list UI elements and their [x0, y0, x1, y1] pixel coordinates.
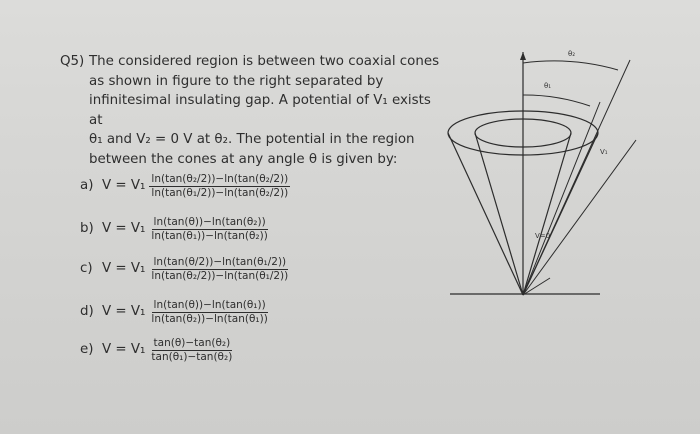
option-prefix: V = V₁ [102, 304, 146, 320]
v1-label: V₁ [600, 148, 608, 156]
fraction-denominator: ln(tan(θ₂/2))−ln(tan(θ₁/2)) [151, 269, 289, 282]
fraction-denominator: ln(tan(θ₁))−ln(tan(θ₂)) [151, 229, 268, 242]
question-line: between the cones at any angle θ is given by: [89, 151, 398, 167]
option-label: c) [80, 261, 93, 277]
question-line: The considered region is between two coaxial cones [89, 54, 440, 69]
option-fraction [149, 299, 269, 326]
theta2-arc [523, 61, 618, 70]
option-fraction [149, 173, 290, 200]
theta1-arc [523, 95, 590, 106]
fraction-denominator: ln(tan(θ₂))−ln(tan(θ₁)) [151, 312, 268, 325]
v1-ray [523, 140, 636, 295]
fraction-numerator: ln(tan(θ₂/2))−ln(tan(θ₂/2)) [151, 172, 289, 185]
option-b[interactable] [80, 211, 270, 247]
theta2-label: θ₂ [568, 50, 576, 58]
fraction-denominator: ln(tan(θ₁/2))−ln(tan(θ₂/2)) [151, 186, 289, 199]
option-label: d) [80, 304, 94, 320]
question-line: θ₁ and V₂ = 0 V at θ₂. The potential in the region [89, 132, 415, 148]
option-fraction [149, 216, 269, 243]
fraction-denominator: tan(θ₁)−tan(θ₂) [151, 350, 233, 363]
theta1-label: θ₁ [544, 82, 552, 90]
option-prefix: V = V₁ [102, 342, 146, 358]
fraction-numerator: tan(θ)−tan(θ₂) [153, 336, 231, 349]
fraction-numerator: ln(tan(θ/2))−ln(tan(θ₁/2)) [153, 255, 287, 268]
option-d[interactable] [80, 294, 270, 330]
theta1-ray [523, 102, 600, 295]
fraction-numerator: ln(tan(θ))−ln(tan(θ₁)) [153, 298, 266, 311]
inner-cone-left [475, 133, 523, 295]
cones-diagram [440, 40, 680, 310]
fraction-numerator: ln(tan(θ))−ln(tan(θ₂)) [153, 215, 266, 228]
inner-cone-right [523, 133, 571, 295]
option-prefix: V = V₁ [102, 261, 146, 277]
option-c[interactable] [80, 251, 290, 287]
axis-arrowhead [520, 52, 526, 60]
option-prefix: V = V₁ [102, 221, 146, 237]
question-text [89, 52, 440, 170]
option-fraction [149, 256, 290, 283]
question-number: Q5) [60, 54, 85, 69]
option-label: e) [80, 342, 94, 358]
option-fraction [149, 337, 234, 364]
question-line: infinitesimal insulating gap. A potential of V₁ exists at [89, 93, 431, 128]
question-line: as shown in figure to the right separated by [89, 73, 384, 89]
option-a[interactable] [80, 168, 290, 204]
option-prefix: V = V₁ [102, 178, 146, 194]
question-block [60, 52, 440, 363]
v0-label: V=0 [535, 232, 551, 240]
outer-cone-left [448, 133, 523, 295]
option-label: a) [80, 178, 94, 194]
option-e[interactable] [80, 332, 234, 368]
coaxial-cones-figure [440, 40, 680, 310]
option-label: b) [80, 221, 94, 237]
